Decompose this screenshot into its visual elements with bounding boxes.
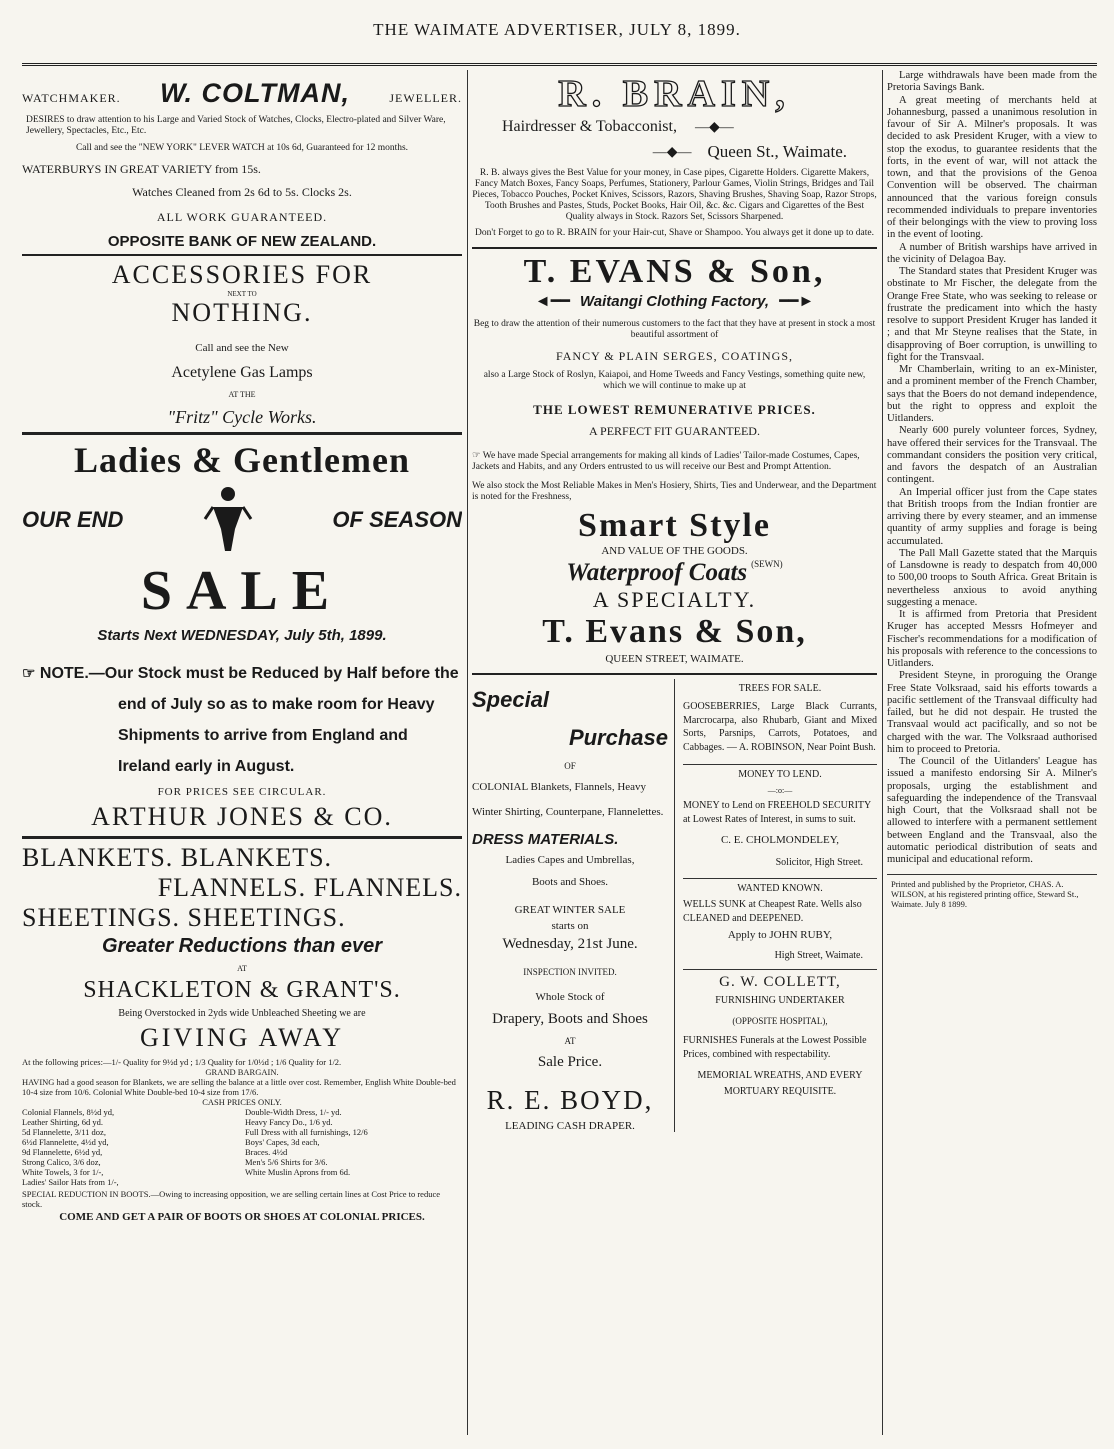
evans-serges: FANCY & PLAIN SERGES, COATINGS, bbox=[555, 349, 794, 363]
news-paragraph: Large withdrawals have been made from the Pretoria Savings Bank. bbox=[887, 70, 1097, 94]
boyd-price: Sale Price. bbox=[537, 1054, 603, 1070]
column-right bbox=[887, 70, 1097, 1435]
evans-coats: Waterproof Coats bbox=[566, 559, 748, 586]
price-list-item: Boys' Capes, 3d each, bbox=[245, 1137, 320, 1147]
boyd-leading: LEADING CASH DRAPER. bbox=[505, 1120, 635, 1132]
brain-body: R. B. always gives the Best Value for your money, in Case pipes, Cigarette Holders. Cigarette Makers, Fancy Match Boxes, Fancy Soaps, Perfumes, Stationery, Parlour Games, Violin Strings, Bridges and Tail Pieces, Tobacco Pouches, Pocket Knives, Scissors, Razors, Shaving Brushes, Shaving Soap, Razor Strops, Tooth Brushes and Pastes, Studs, Pocket Books, Hair Oil, &c. &c. Cigars and Cigarettes of the Best Quality always in Stock. Razors Set, Scissors Sharpened. bbox=[472, 168, 877, 222]
accessories-next-to: NEXT TO bbox=[227, 290, 257, 298]
evans-smart: Smart Style bbox=[578, 507, 771, 544]
collett-body: FURNISHES Funerals at the Lowest Possible Prices, combined with respectability. bbox=[683, 1035, 867, 1060]
coltman-name: W. COLTMAN, bbox=[160, 78, 350, 108]
coltman-call: Call and see the "NEW YORK" LEVER WATCH at 10s 6d, Guaranteed for 12 months. bbox=[75, 143, 409, 153]
boyd-purchase: Purchase bbox=[568, 725, 668, 750]
pointing-hand-icon: ☞ bbox=[22, 665, 36, 682]
sale-of-season: OF SEASON bbox=[332, 507, 462, 532]
accessories-call: Call and see the New bbox=[195, 342, 289, 354]
shackleton-ad bbox=[22, 843, 462, 1223]
divider bbox=[683, 969, 877, 970]
evans-special-text: We have made Special arrangements for making all kinds of Ladies' Tailor-made Costumes, Capes, Jackets and Habits, and any Orders entrusted to us will receive our Best and Prompt Attention. bbox=[472, 451, 860, 472]
price-list-item: White Muslin Aprons from 6d. bbox=[245, 1167, 351, 1177]
blankets-price-list bbox=[22, 1107, 462, 1187]
news-paragraph: The Council of the Uitlanders' League has issued a manifesto endorsing Sir A. Milner's proposals, urging the establishment and safeguarding the independence of the Transvaal high Court, that the Volksraad shall not be allowed to interfere with a permanent settlement between England and the Transvaal, also the automatic periodical distribution of seats and municipal and educational reform. bbox=[887, 756, 1097, 865]
news-paragraph: An Imperial officer just from the Cape states that British troops from the Indian frontier are arriving there by every steamer, and an immense quantity of army supplies and forage is being accumulated. bbox=[887, 486, 1097, 547]
money-solicitor: Solicitor, High Street. bbox=[775, 857, 863, 868]
ornament-icon: —◆— bbox=[694, 119, 734, 135]
price-list-item: 6½d Flannelette, 4½d yd, bbox=[22, 1137, 109, 1147]
wanted-address: High Street, Waimate. bbox=[774, 950, 863, 961]
column-rule bbox=[467, 70, 468, 1435]
blankets-prices: At the following prices:—1/- Quality for 9½d yd ; 1/3 Quality for 1/0½d ; 1/6 Quality for 1/2. bbox=[22, 1057, 342, 1067]
price-list-item: Strong Calico, 3/6 doz, bbox=[22, 1157, 101, 1167]
evans-name: T. EVANS & Son, bbox=[523, 253, 826, 290]
boyd-inspection: INSPECTION INVITED. bbox=[523, 967, 617, 977]
evans-lowest: THE LOWEST REMUNERATIVE PRICES. bbox=[533, 402, 816, 417]
divider bbox=[683, 878, 877, 879]
money-name: C. E. CHOLMONDELEY, bbox=[720, 834, 840, 846]
boyd-special: Special bbox=[472, 687, 550, 712]
column-middle bbox=[472, 70, 877, 1435]
sale-prices: FOR PRICES SEE CIRCULAR. bbox=[157, 786, 327, 798]
coltman-jeweller: JEWELLER. bbox=[389, 91, 462, 105]
coltman-desires: DESIRES to draw attention to his Large and Varied Stock of Watches, Clocks, Electro-plated and Silver Ware, Jewellery, Spectacles, Etc., Etc. bbox=[26, 115, 446, 136]
divider bbox=[22, 432, 462, 435]
arthur-jones-ad bbox=[22, 439, 462, 832]
blankets-special: SPECIAL REDUCTION IN BOOTS.—Owing to increasing opposition, we are selling certain lines at Cost Price to reduce stock. bbox=[22, 1189, 441, 1209]
blankets-having: HAVING had a good season for Blankets, we are selling the balance at a little over cost. Remember, English White Double-bed 10-4 size from 10/6. Colonial White Double-bed 10-4 size from 17/6. bbox=[22, 1077, 456, 1097]
boyd-boots: Boots and Shoes. bbox=[531, 876, 609, 888]
blankets-line1: BLANKETS. BLANKETS. bbox=[22, 843, 333, 872]
boyd-starts: starts on bbox=[551, 920, 589, 932]
brain-address: Queen St., Waimate. bbox=[707, 142, 847, 161]
price-list-item: Heavy Fancy Do., 1/6 yd. bbox=[245, 1117, 333, 1127]
boyd-whole: Whole Stock of bbox=[535, 991, 605, 1003]
price-list-item: Men's 5/6 Shirts for 3/6. bbox=[245, 1157, 328, 1167]
blankets-left-list bbox=[22, 1107, 239, 1187]
masthead: THE WAIMATE ADVERTISER, JULY 8, 1899. bbox=[373, 20, 741, 39]
column-left bbox=[22, 70, 462, 1435]
accessories-title: ACCESSORIES FOR bbox=[111, 260, 373, 289]
divider bbox=[22, 254, 462, 256]
news-paragraph: Nearly 600 purely volunteer forces, Sydney, have offered their services for the Transvaal. The commandant considers the position very critical, and favors the despatch of an Australian contingent. bbox=[887, 425, 1097, 486]
evans-intro: Beg to draw the attention of their numerous customers to the fact that they have at present in stock a most beautiful assortment of bbox=[473, 319, 876, 340]
divider bbox=[887, 874, 1097, 875]
sale-starts: Starts Next WEDNESDAY, July 5th, 1899. bbox=[97, 627, 387, 644]
money-body: MONEY to Lend on FREEHOLD SECURITY at Lowest Rates of Interest, in sums to suit. bbox=[683, 800, 871, 825]
sale-title: Ladies & Gentlemen bbox=[74, 440, 410, 480]
news-paragraph: President Steyne, in proroguing the Orange Free State Volksraad, said his efforts towards a pacific settlement of the Transvaal difficulty had failed, but he did not despair. He trusted the Transvaal would act pacifically, and so not be charged with the war. The Volksraad authorised him to proceed to Pretoria. bbox=[887, 670, 1097, 755]
blankets-come: COME AND GET A PAIR OF BOOTS OR SHOES AT COLONIAL PRICES. bbox=[59, 1211, 425, 1223]
trees-body: GOOSEBERRIES, Large Black Currants, Marcrocarpa, also Rhubarb, Giant and Mixed Sorts, Parsnips, Carrots, Potatoes, and Cabbages. — A. ROBINSON, Near Point Bush. bbox=[683, 701, 877, 753]
wanted-apply: Apply to JOHN RUBY, bbox=[727, 929, 833, 941]
boyd-drapery: Drapery, Boots and Shoes bbox=[492, 1011, 648, 1027]
blankets-line3: SHEETINGS. SHEETINGS. bbox=[22, 903, 346, 932]
evans-ad bbox=[472, 253, 877, 665]
boyd-name: R. E. BOYD, bbox=[486, 1085, 654, 1115]
collett-trade: FURNISHING UNDERTAKER bbox=[715, 995, 845, 1006]
ornament-icon: ━━► bbox=[779, 293, 815, 310]
collett-wreaths: MEMORIAL WREATHS, AND EVERY MORTUARY REQUISITE. bbox=[697, 1070, 863, 1097]
blankets-at: AT bbox=[237, 964, 247, 973]
blankets-line2: FLANNELS. FLANNELS. bbox=[157, 873, 462, 902]
price-list-item: Double-Width Dress, 1/- yd. bbox=[245, 1107, 342, 1117]
accessories-at-the: AT THE bbox=[228, 390, 256, 399]
evans-factory: Waitangi Clothing Factory, bbox=[579, 292, 770, 310]
collett-name: G. W. COLLETT, bbox=[719, 974, 841, 990]
price-list-item: Braces. 4½d bbox=[245, 1147, 288, 1157]
news-paragraph: The Pall Mall Gazette stated that the Marquis of Lansdowne is ready to despatch from 40,000 to 500,00 troops to South Africa. Great Britain is nevertheless anxious to avoid anything suggesting a menace. bbox=[887, 547, 1097, 608]
evans-specialty: A SPECIALTY. bbox=[592, 587, 757, 612]
price-list-item: White Towels, 3 for 1/-, bbox=[22, 1167, 104, 1177]
coltman-opposite: OPPOSITE BANK OF NEW ZEALAND. bbox=[107, 233, 377, 250]
accessories-nothing: NOTHING. bbox=[171, 298, 313, 327]
brain-forget: Don't Forget to go to R. BRAIN for your Hair-cut, Shave or Shampoo. You always get it done up to date. bbox=[475, 228, 874, 238]
accessories-lamps: Acetylene Gas Lamps bbox=[171, 364, 313, 381]
brain-name: R. BRAIN, bbox=[558, 73, 791, 115]
accessories-works: "Fritz" Cycle Works. bbox=[167, 407, 317, 427]
evans-sewn: (SEWN) bbox=[751, 559, 783, 569]
blankets-grand: GRAND BARGAIN. bbox=[205, 1067, 279, 1077]
pointing-hand-icon: ☞ bbox=[472, 451, 481, 461]
boyd-capes: Ladies Capes and Umbrellas, bbox=[505, 854, 635, 866]
brain-ad bbox=[472, 72, 877, 239]
price-list-item: Colonial Flannels, 8½d yd, bbox=[22, 1107, 115, 1117]
price-list-item: Leather Shirting, 6d yd. bbox=[22, 1117, 103, 1127]
coltman-ad bbox=[22, 78, 462, 250]
news-column bbox=[887, 70, 1097, 866]
price-list-item: 5d Flannelette, 3/11 doz, bbox=[22, 1127, 106, 1137]
accessories-ad bbox=[22, 260, 462, 428]
divider bbox=[472, 247, 877, 249]
evans-makes: We also stock the Most Reliable Makes in Men's Hosiery, Shirts, Ties and Underwear, and the Department is noted for the Freshness, bbox=[472, 481, 877, 502]
ornament-icon: —◆— bbox=[652, 144, 692, 160]
blankets-greater: Greater Reductions than ever bbox=[101, 935, 383, 957]
small-ads bbox=[675, 679, 877, 1132]
evans-name2: T. Evans & Son, bbox=[542, 613, 807, 650]
boyd-date: Wednesday, 21st June. bbox=[502, 936, 638, 952]
coltman-waterburys: WATERBURYS IN GREAT VARIETY from 15s. bbox=[22, 162, 261, 176]
wanted-body: WELLS SUNK at Cheapest Rate. Wells also CLEANED and DEEPENED. bbox=[683, 899, 862, 924]
brain-trade: Hairdresser & Tobacconist, bbox=[502, 118, 677, 135]
sale-our-end: OUR END bbox=[22, 507, 124, 532]
boyd-great: GREAT WINTER SALE bbox=[514, 904, 626, 916]
divider bbox=[683, 764, 877, 765]
coltman-watchmaker: WATCHMAKER. bbox=[22, 91, 121, 105]
boyd-dress: DRESS MATERIALS. bbox=[472, 831, 619, 848]
sale-note bbox=[22, 658, 462, 782]
evans-special bbox=[472, 451, 877, 473]
news-paragraph: A great meeting of merchants held at Johannesburg, passed a unanimous resolution in favour of Sir A. Milner's proposals. It was decided to ask President Kruger, with a view to stop the exodus, to guarantee residents that the forts, in the event of war, will not attack the town, and that the provisions of the Genoa Convention will be observed. The chairman announced that the various foreign consuls recommended individuals to prepare inventories of their belongings with the view to proving loss in the event of looting. bbox=[887, 94, 1097, 241]
blankets-right-list bbox=[245, 1107, 462, 1187]
sale-sale: SALE bbox=[140, 560, 344, 622]
wanted-title: WANTED KNOWN. bbox=[737, 883, 823, 894]
evans-stock: also a Large Stock of Roslyn, Kaiapoi, and Home Tweeds and Fancy Vestings, something quite new, which we will continue to make up at bbox=[483, 370, 866, 391]
boyd-of: OF bbox=[564, 761, 576, 771]
price-list-item: Full Dress with all furnishings, 12/6 bbox=[245, 1127, 368, 1137]
gentleman-figure-icon bbox=[203, 485, 253, 555]
news-paragraph: A number of British warships have arrived in the vicinity of Delagoa Bay. bbox=[887, 241, 1097, 265]
sale-note-text: NOTE.—Our Stock must be Reduced by Half before the end of July so as to make room for Heavy Shipments to arrive from England and Ireland early in August. bbox=[39, 665, 459, 775]
ornament-icon: ◄━━ bbox=[534, 293, 570, 310]
imprint: Printed and published by the Proprietor, CHAS. A. WILSON, at his registered printing office, Steward St., Waimate. July 8 1899. bbox=[891, 879, 1079, 910]
evans-value: AND VALUE OF THE GOODS. bbox=[601, 545, 748, 557]
blankets-giving: GIVING AWAY bbox=[139, 1023, 344, 1052]
coltman-guaranteed: ALL WORK GUARANTEED. bbox=[156, 210, 328, 224]
blankets-firm: SHACKLETON & GRANT'S. bbox=[83, 977, 401, 1003]
news-paragraph: It is affirmed from Pretoria that President Kruger has accepted Messrs Hofmeyer and Fischer's recommendations for a modification of his proposals with reference to the concessions to Uitlanders. bbox=[887, 609, 1097, 669]
column-rule bbox=[882, 70, 883, 1435]
news-paragraph: Mr Chamberlain, writing to an ex-Minister, and a prominent member of the French Chamber, says that the Boers do not demand independence, but the right to oppress and exploit the Uitlanders. bbox=[887, 364, 1097, 424]
collett-opposite: (OPPOSITE HOSPITAL), bbox=[732, 1016, 828, 1026]
price-list-item: Ladies' Sailor Hats from 1/-, bbox=[22, 1177, 119, 1187]
coltman-cleaned: Watches Cleaned from 2s 6d to 5s. Clocks 2s. bbox=[132, 185, 352, 199]
masthead-rule bbox=[22, 63, 1097, 66]
boyd-at: AT bbox=[564, 1036, 576, 1046]
blankets-overstocked: Being Overstocked in 2yds wide Unbleached Sheeting we are bbox=[118, 1008, 366, 1019]
boyd-colonial: COLONIAL Blankets, Flannels, Heavy Winter Shirting, Counterpane, Flannelettes. bbox=[472, 781, 664, 818]
evans-street: QUEEN STREET, WAIMATE. bbox=[605, 653, 744, 665]
boyd-ad bbox=[472, 679, 675, 1132]
evans-fit: A PERFECT FIT GUARANTEED. bbox=[589, 424, 760, 438]
divider bbox=[472, 673, 877, 675]
sale-firm: ARTHUR JONES & CO. bbox=[91, 802, 393, 831]
news-paragraph: The Standard states that President Kruger was obstinate to Mr Fischer, the delegate from the Orange Free State, who was seeking to release or frustrate the predicament into which the hasty resolve to support President Kruger has landed it ; and that Mr Steyne realises that the State, in disapproving of Boer corruption, is unwilling to fight for the Transvaal. bbox=[887, 266, 1097, 363]
trees-title: TREES FOR SALE. bbox=[738, 683, 822, 694]
blankets-cash: CASH PRICES ONLY. bbox=[202, 1097, 282, 1107]
divider bbox=[22, 836, 462, 839]
money-sep: —:o:— bbox=[767, 786, 793, 795]
money-title: MONEY TO LEND. bbox=[738, 769, 822, 780]
price-list-item: 9d Flannelette, 6½d yd, bbox=[22, 1147, 103, 1157]
